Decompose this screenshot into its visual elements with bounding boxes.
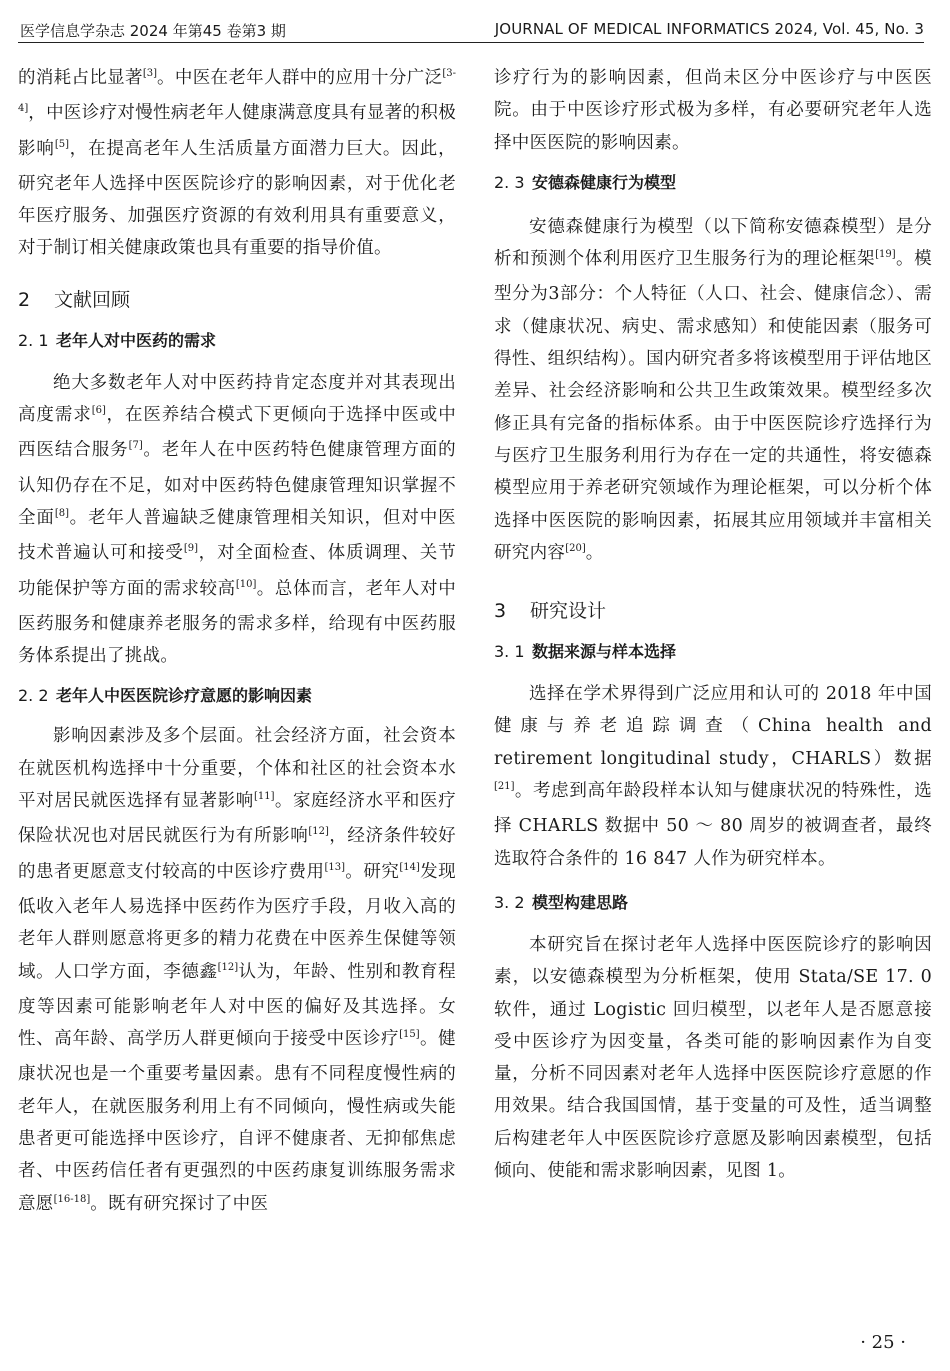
header-journal-en: JOURNAL OF MEDICAL INFORMATICS 2024, Vol. 45, No. 3 [494, 20, 924, 38]
citation[interactable]: [8] [54, 507, 70, 519]
page-number: · 25 · [860, 1332, 906, 1353]
citation[interactable]: [20] [565, 542, 586, 554]
citation[interactable]: [11] [253, 791, 275, 803]
paragraph-2-3: 安德森健康行为模型（以下简称安德森模型）是分析和预测个体利用医疗卫生服务行为的理论框架[19]。模型分为3部分：个人特征（人口、社会、健康信念）、需求（健康状况、病史、需求感知）和使能因素（服务可得性、组织结构）。国内研究者多将该模型用于评估地区差异、社会经济影响和公共卫生政策效果。模型经多次修正具有完备的指标体系。由于中医医院诊疗选择行为与医疗卫生服务利用行为存在一定的共通性，将安德森模型应用于养老研究领域作为理论框架，可以分析个体选择中医医院的影响因素，拓展其应用领域并丰富相关研究内容[20]。 [494, 216, 932, 563]
section-heading-2-2: 2. 2 老年人中医医院诊疗意愿的影响因素 [18, 686, 313, 706]
citation[interactable]: [15] [399, 1029, 420, 1041]
section-heading-3-2: 3. 2 模型构建思路 [494, 892, 629, 912]
citation[interactable]: [3] [142, 68, 157, 79]
section-heading-2-1: 2. 1 老年人对中医药的需求 [18, 330, 217, 350]
citation[interactable]: [12] [308, 826, 329, 838]
citation[interactable]: [13] [324, 861, 346, 873]
citation[interactable]: [21] [494, 781, 515, 793]
right-column [494, 62, 932, 1187]
section-heading-3-1: 3. 1 数据来源与样本选择 [494, 642, 677, 662]
running-header [18, 16, 924, 43]
citation[interactable]: [10] [235, 578, 257, 590]
paragraph-3-2: 本研究旨在探讨老年人选择中医医院诊疗的影响因素，以安德森模型为分析框架，使用 Stata/SE 17. 0 软件，通过 Logistic 回归模型，以老年人是否愿意接受中医诊疗为因变量，各类可能的影响因素作为自变量，分析不同因素对老年人选择中医医院诊疗意愿的作用效果。结合我国国情，基于变量的可及性，适当调整后构建老年人中医医院诊疗意愿及影响因素模型，包括倾向、使能和需求影响因素，见图 1。 [494, 934, 932, 1182]
citation[interactable]: [5] [54, 138, 70, 150]
section-heading-2: 2 文献回顾 [18, 288, 131, 311]
paragraph-2-1: 绝大多数老年人对中医药持肯定态度并对其表现出高度需求[6]，在医养结合模式下更倾向于选择中医或中西医结合服务[7]。老年人在中医药特色健康管理方面的认知仍存在不足，如对中医药特色健康管理知识掌握不全面[8]。老年人普遍缺乏健康管理相关知识，但对中医技术普遍认可和接受[9]，对全面检查、体质调理、关节功能保护等方面的需求较高[10]。总体而言，老年人对中医药服务和健康养老服务的需求多样，给现有中医药服务体系提出了挑战。 [18, 372, 457, 667]
paragraph-3-1: 选择在学术界得到广泛应用和认可的 2018 年中国健康与养老追踪调查（China health and retirement longitudinal study，CHARLS）数据[21]。考虑到高年龄段样本认知与健康状况的特殊性，选择 CHARLS 数据中 50 ～ 80 周岁的被调查者，最终选取符合条件的 16 847 人作为研究样本。 [494, 684, 932, 869]
section-heading-3: 3 研究设计 [494, 600, 607, 623]
citation[interactable]: [3-4] [18, 68, 456, 115]
citation[interactable]: [16-18] [53, 1193, 91, 1205]
intro-paragraph: 的消耗占比显著[3]。中医在老年人群中的应用十分广泛[3-4]，中医诊疗对慢性病老年人健康满意度具有显著的积极影响[5]，在提高老年人生活质量方面潜力巨大。因此，研究老年人选择中医医院诊疗的影响因素，对于优化老年医疗服务、加强医疗资源的有效利用具有重要意义，对于制订相关健康政策也具有重要的指导价值。 [18, 68, 456, 259]
paragraph-2-2: 影响因素涉及多个层面。社会经济方面，社会资本在就医机构选择中十分重要，个体和社区的社会资本水平对居民就医选择有显著影响[11]。家庭经济水平和医疗保险状况也对居民就医行为有所影响[12]，经济条件较好的患者更愿意支付较高的中医诊疗费用[13]。研究[14]发现低收入老年人易选择中医药作为医疗手段，月收入高的老年人群则愿意将更多的精力花费在中医养生保健等领域。人口学方面，李德鑫[12]认为，年龄、性别和教育程度等因素可能影响老年人对中医的偏好及其选择。女性、高年龄、高学历人群更倾向于接受中医诊疗[15]。健康状况也是一个重要考量因素。患有不同程度慢性病的老年人，在就医服务利用上有不同倾向，慢性病或失能患者更可能选择中医诊疗，自评不健康者、无抑郁焦虑者、中医药信任者有更强烈的中医药康复训练服务需求意愿[16-18]。既有研究探讨了中医 [18, 726, 457, 1214]
citation[interactable]: [19] [875, 249, 896, 261]
section-heading-2-3: 2. 3 安德森健康行为模型 [494, 172, 677, 192]
citation[interactable]: [6] [91, 405, 106, 417]
continued-paragraph: 诊疗行为的影响因素，但尚未区分中医诊疗与中医医院。由于中医诊疗形式极为多样，有必要研究老年人选择中医医院的影响因素。 [494, 68, 932, 153]
citation[interactable]: [9] [183, 543, 199, 555]
citation[interactable]: [14] [399, 861, 420, 873]
citation[interactable]: [7] [128, 440, 143, 452]
header-journal-cn: 医学信息学杂志 2024 年第45 卷第3 期 [20, 22, 286, 40]
left-column [18, 62, 456, 1223]
citation[interactable]: [12] [217, 961, 239, 973]
